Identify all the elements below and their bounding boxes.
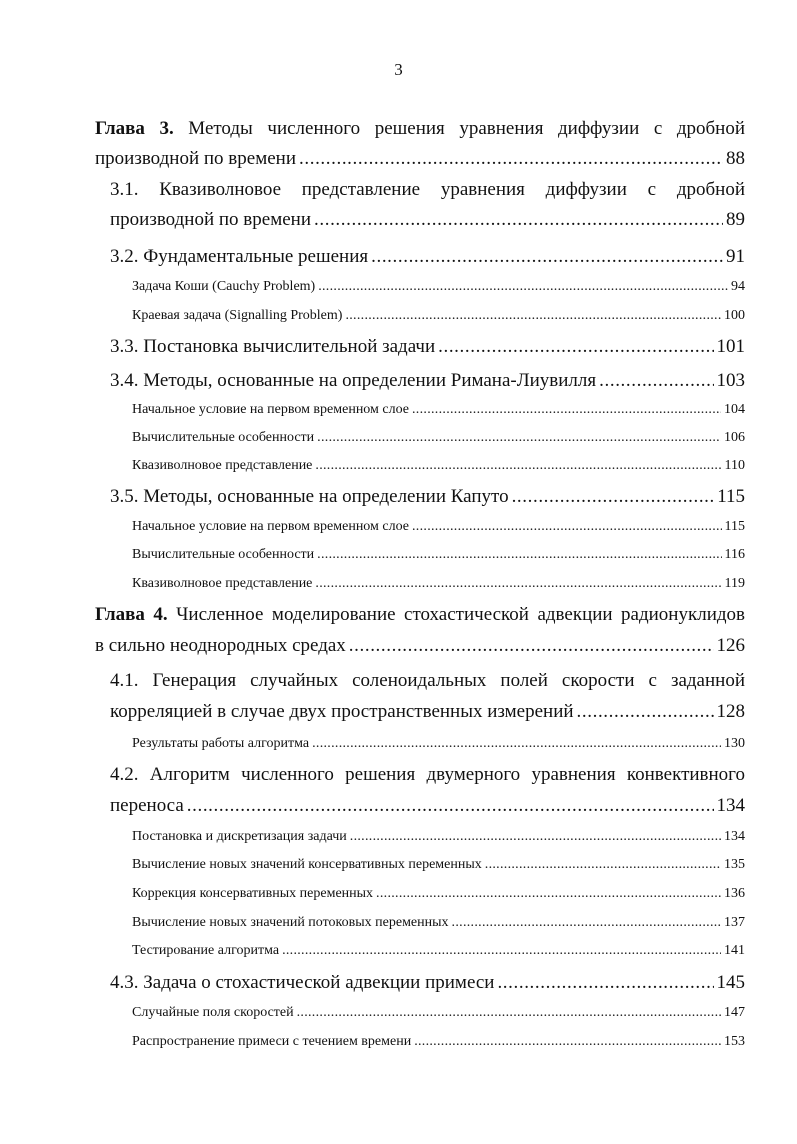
entry-title: Постановка и дискретизация задачи xyxy=(132,829,347,844)
toc-subsection[interactable] xyxy=(132,456,745,476)
leader-dots xyxy=(315,574,721,594)
leader-dots xyxy=(485,855,721,875)
leader-dots xyxy=(349,630,714,661)
entry-title: Задача Коши (Cauchy Problem) xyxy=(132,279,316,294)
entry-title-line1: 3.1. Квазиволновое представление уравнения диффузии с дробной xyxy=(110,179,745,200)
toc-subsection[interactable] xyxy=(132,913,745,933)
leader-dots xyxy=(312,734,721,754)
leader-dots xyxy=(345,306,721,326)
leader-dots xyxy=(599,366,713,396)
toc-section-3-4[interactable] xyxy=(110,366,745,396)
page-ref: 110 xyxy=(724,458,745,473)
leader-dots xyxy=(297,1003,721,1023)
entry-title: Начальное условие на первом временном слое xyxy=(132,519,409,534)
entry-title-line2: в сильно неоднородных средах xyxy=(95,635,346,656)
entry-title: Коррекция консервативных переменных xyxy=(132,886,374,901)
entry-title: 3.2. Фундаментальные решения xyxy=(110,246,369,267)
toc-section-3-5[interactable] xyxy=(110,482,745,512)
entry-title: 3.4. Методы, основанные на определении Римана-Лиувилля xyxy=(110,370,597,391)
leader-dots xyxy=(371,242,723,272)
entry-title: Случайные поля скоростей xyxy=(132,1005,294,1020)
page-ref: 147 xyxy=(724,1005,745,1020)
toc-subsection[interactable] xyxy=(132,428,745,448)
toc-subsection[interactable] xyxy=(132,306,745,326)
leader-dots xyxy=(577,696,714,727)
leader-dots xyxy=(299,144,723,174)
page-ref: 145 xyxy=(716,972,745,993)
toc-section-3-1[interactable] xyxy=(110,175,745,235)
leader-dots xyxy=(317,545,721,565)
page-ref: 88 xyxy=(726,148,745,169)
page-ref: 115 xyxy=(724,519,745,534)
leader-dots xyxy=(187,790,714,821)
entry-title-line1: Методы численного решения уравнения диффузии с дробной xyxy=(188,118,745,139)
page-ref: 116 xyxy=(724,547,745,562)
toc-subsection[interactable] xyxy=(132,574,745,594)
leader-dots xyxy=(317,428,721,448)
leader-dots xyxy=(282,941,721,961)
page-ref: 141 xyxy=(724,943,745,958)
entry-title: Вычислительные особенности xyxy=(132,430,315,445)
entry-title: Вычисление новых значений потоковых переменных xyxy=(132,915,449,930)
chapter-label: Глава 4. xyxy=(95,604,168,625)
toc-section-4-3[interactable] xyxy=(110,968,745,998)
toc-section-3-3[interactable] xyxy=(110,332,745,362)
entry-title: Вычислительные особенности xyxy=(132,547,315,562)
entry-title: Результаты работы алгоритма xyxy=(132,736,310,751)
page-ref: 94 xyxy=(731,279,745,294)
toc-subsection[interactable] xyxy=(132,545,745,565)
toc-subsection[interactable] xyxy=(132,855,745,875)
entry-title: Начальное условие на первом временном слое xyxy=(132,402,409,417)
toc-chapter-3[interactable] xyxy=(95,114,745,174)
page-ref: 134 xyxy=(724,829,745,844)
toc-subsection[interactable] xyxy=(132,517,745,537)
entry-title: Краевая задача (Signalling Problem) xyxy=(132,308,343,323)
toc-section-4-1[interactable] xyxy=(110,665,745,727)
page-ref: 89 xyxy=(726,209,745,230)
entry-title: Квазиволновое представление xyxy=(132,576,313,591)
entry-title: 3.3. Постановка вычислительной задачи xyxy=(110,336,436,357)
toc-subsection[interactable] xyxy=(132,884,745,904)
page-ref: 128 xyxy=(716,701,745,722)
page-ref: 134 xyxy=(716,795,745,816)
page-ref: 135 xyxy=(724,857,745,872)
entry-title: Тестирование алгоритма xyxy=(132,943,280,958)
toc-section-4-2[interactable] xyxy=(110,759,745,821)
entry-title-line1: 4.2. Алгоритм численного решения двумерного уравнения конвективного xyxy=(110,764,745,785)
leader-dots xyxy=(438,332,713,362)
page-ref: 137 xyxy=(724,915,745,930)
leader-dots xyxy=(412,517,722,537)
page-ref: 115 xyxy=(717,486,745,507)
leader-dots xyxy=(314,205,723,235)
entry-title-line2: переноса xyxy=(110,795,184,816)
page-ref: 91 xyxy=(726,246,745,267)
toc-section-3-2[interactable] xyxy=(110,242,745,272)
page-ref: 119 xyxy=(724,576,745,591)
entry-title: Распространение примеси с течением времени xyxy=(132,1034,412,1049)
page-ref: 103 xyxy=(716,370,745,391)
page-ref: 106 xyxy=(724,430,745,445)
toc-subsection[interactable] xyxy=(132,1003,745,1023)
page-ref: 100 xyxy=(724,308,745,323)
toc-subsection[interactable] xyxy=(132,827,745,847)
entry-title-line2: производной по времени xyxy=(110,209,312,230)
chapter-label: Глава 3. xyxy=(95,118,174,139)
leader-dots xyxy=(414,1032,721,1052)
toc-subsection[interactable] xyxy=(132,734,745,754)
entry-title-line1: 4.1. Генерация случайных соленоидальных полей скорости с заданной xyxy=(110,670,745,691)
leader-dots xyxy=(452,913,721,933)
leader-dots xyxy=(315,456,721,476)
page-ref: 153 xyxy=(724,1034,745,1049)
entry-title-line2: корреляцией в случае двух пространственных измерений xyxy=(110,701,574,722)
toc-subsection[interactable] xyxy=(132,400,745,420)
toc-subsection[interactable] xyxy=(132,277,745,297)
toc-subsection[interactable] xyxy=(132,1032,745,1052)
entry-title: 3.5. Методы, основанные на определении Капуто xyxy=(110,486,509,507)
leader-dots xyxy=(512,482,715,512)
page-ref: 101 xyxy=(716,336,745,357)
entry-title: Вычисление новых значений консервативных переменных xyxy=(132,857,482,872)
page-ref: 126 xyxy=(716,635,745,656)
page-ref: 130 xyxy=(724,736,745,751)
leader-dots xyxy=(497,968,713,998)
toc-subsection[interactable] xyxy=(132,941,745,961)
entry-title: Квазиволновое представление xyxy=(132,458,313,473)
leader-dots xyxy=(376,884,721,904)
page-ref: 136 xyxy=(724,886,745,901)
entry-title-line1: Численное моделирование стохастической адвекции радионуклидов xyxy=(176,604,745,625)
leader-dots xyxy=(318,277,728,297)
page-number: 3 xyxy=(394,60,403,79)
leader-dots xyxy=(350,827,721,847)
leader-dots xyxy=(412,400,721,420)
toc-chapter-4[interactable] xyxy=(95,599,745,661)
entry-title: 4.3. Задача о стохастической адвекции примеси xyxy=(110,972,495,993)
page-ref: 104 xyxy=(724,402,745,417)
entry-title-line2: производной по времени xyxy=(95,148,297,169)
